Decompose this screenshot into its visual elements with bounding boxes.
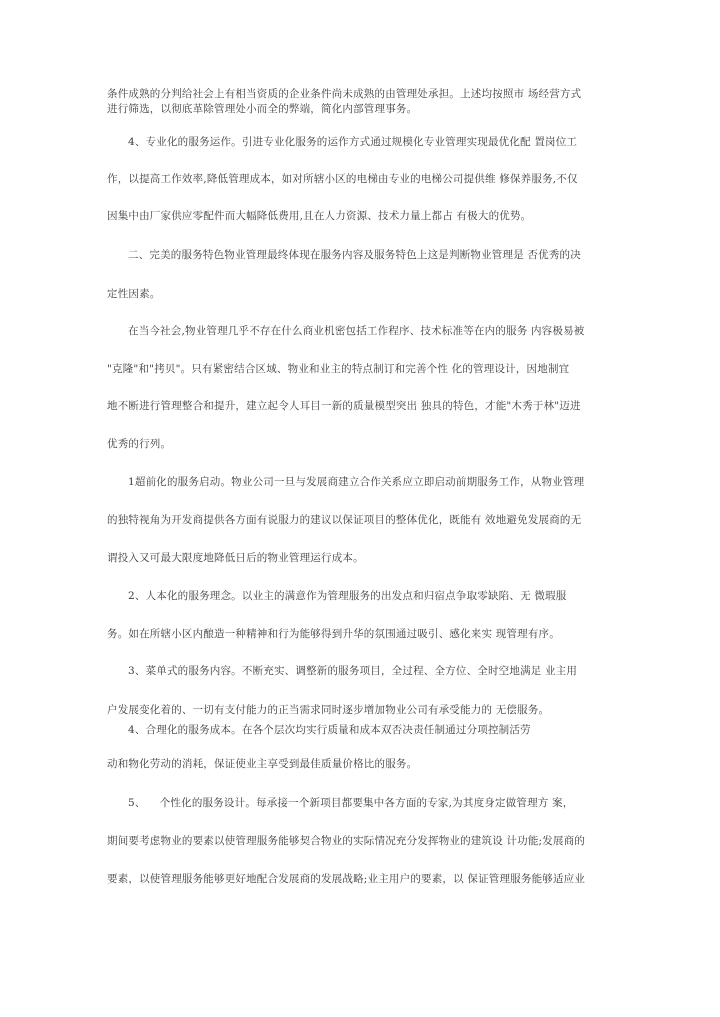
- text-line: 4、合理化的服务成本。在各个层次均实行质量和成本双否决责任制通过分项控制活劳: [128, 724, 531, 736]
- text-line: 要素，以使管理服务能够更好地配合发展商的发展战略;业主用户的要素，以 保证管理服务能够适应业: [107, 873, 586, 885]
- text-line: 二、完美的服务特色物业管理最终体现在服务内容及服务特色上这是判断物业管理是 否优秀的决: [128, 249, 581, 261]
- text-line: 务。如在所辖小区内酿造一种精神和行为能够得到升华的氛围通过吸引、感化来实 现管理有序。: [107, 628, 560, 640]
- text-line: 2、人本化的服务理念。以业主的满意作为管理服务的出发点和归宿点争取零缺陷、无 微瑕服: [128, 590, 567, 602]
- text-line: 谓投入又可最大限度地降低日后的物业管理运行成本。: [107, 552, 364, 564]
- text-line: "克隆"和"拷贝"。只有紧密结合区域、物业和业主的特点制订和完善个性 化的管理设计，因地制宜: [107, 363, 570, 375]
- text-line: 地不断进行管理整合和提升，建立起令人耳目一新的质量模型突出 独具的特色，才能"木秀于林"迈进: [107, 400, 581, 412]
- text-line: 因集中由厂家供应零配件而大幅降低费用,且在人力资源、技术力量上都占 有极大的优势。: [107, 210, 532, 222]
- text-line: 户发展变化着的、一切有支付能力的正当需求同时逐步增加物业公司有承受能力的 无偿服务。: [107, 704, 550, 716]
- text-line: 3、菜单式的服务内容。不断充实、调整新的服务项目，全过程、全方位、全时空地满足 业主用: [128, 665, 578, 677]
- text-line: 4、专业化的服务运作。引进专业化服务的运作方式通过规模化专业管理实现最优化配 置岗位工: [128, 136, 578, 148]
- text-line: 动和物化劳动的消耗，保证使业主享受到最佳质量价格比的服务。: [107, 758, 418, 770]
- text-line: 定性因素。: [107, 288, 161, 300]
- text-line: 在当今社会,物业管理几乎不存在什么商业机密包括工作程序、技术标准等在内的服务 内容极易被: [128, 325, 585, 337]
- text-line: 的独特视角为开发商提供各方面有说服力的建议以保证项目的整体优化，既能有 效地避免发展商的无: [107, 514, 582, 526]
- text-line: 优秀的行列。: [107, 438, 172, 450]
- text-line: 1超前化的服务启动。物业公司一旦与发展商建立合作关系应立即启动前期服务工作，从物业管理: [128, 476, 585, 488]
- text-line: 条件成熟的分判给社会上有相当资质的企业条件尚未成熟的由管理处承担。上述均按照市 场经营方式: [107, 88, 582, 100]
- text-line: 作，以提高工作效率,降低管理成本，如对所辖小区的电梯由专业的电梯公司提供维 修保养服务,不仅: [107, 173, 578, 185]
- text-line: 5、 个性化的服务设计。每承接一个新项目都要集中各方面的专家,为其度身定做管理方 案，: [128, 797, 574, 809]
- text-line: 进行筛选，以彻底革除管理处小而全的弊端，简化内部管理事务。: [107, 103, 418, 115]
- text-line: 期间要考虑物业的要素以使管理服务能够契合物业的实际情况充分发挥物业的建筑设 计功能;发展商的: [107, 835, 586, 847]
